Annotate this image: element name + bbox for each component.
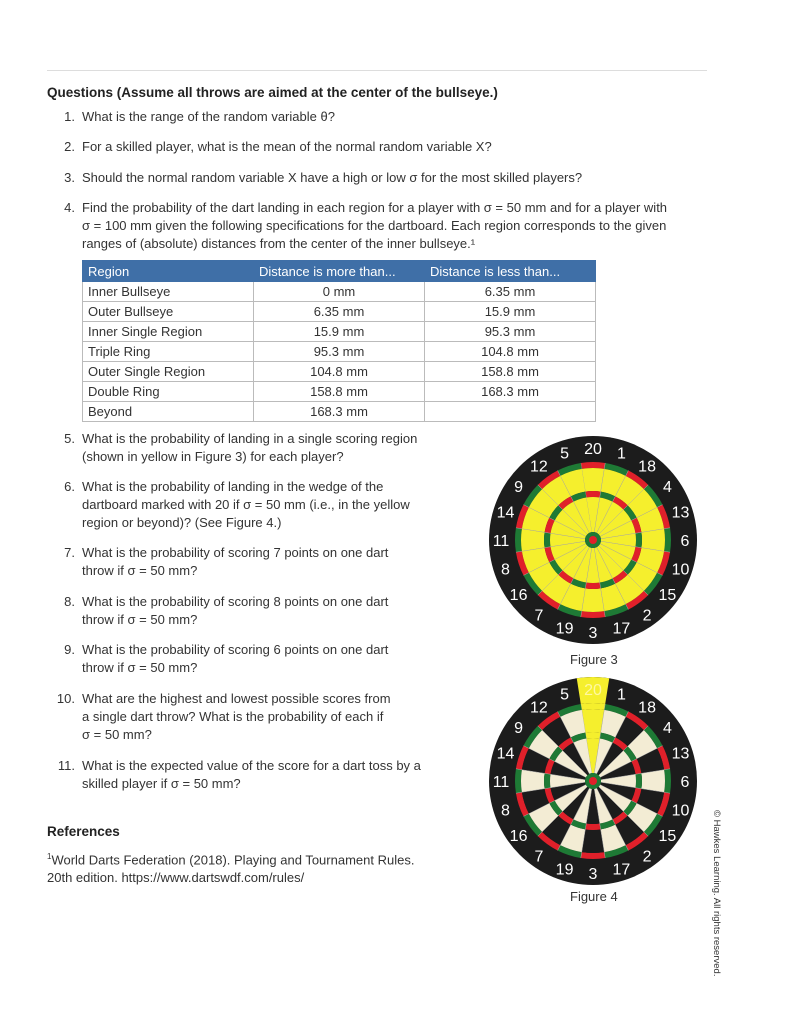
reference-line-2: 20th edition. https://www.dartswdf.com/rules/ bbox=[47, 870, 305, 886]
board-number: 11 bbox=[492, 774, 510, 791]
question-text-line: What is the expected value of the score for a dart toss by a bbox=[82, 758, 421, 773]
table-cell: 95.3 mm bbox=[425, 322, 596, 342]
table-header-row bbox=[83, 261, 596, 282]
question-number: 9. bbox=[64, 642, 75, 657]
table-cell: 168.3 mm bbox=[425, 382, 596, 402]
board-number: 10 bbox=[671, 561, 690, 579]
figure-4-label: Figure 4 bbox=[570, 889, 618, 904]
question-4 bbox=[47, 199, 727, 253]
question-3 bbox=[47, 169, 727, 187]
outer-single-segment bbox=[582, 829, 605, 853]
board-number: 14 bbox=[496, 504, 515, 522]
table-cell: 6.35 mm bbox=[425, 282, 596, 302]
double-ring-segment bbox=[515, 528, 522, 552]
double-ring-segment bbox=[581, 611, 605, 618]
question-text-line: What is the probability of scoring 7 points on one dart bbox=[82, 545, 389, 560]
table-cell: Double Ring bbox=[83, 382, 254, 402]
double-ring-segment bbox=[515, 769, 522, 793]
question-text-line: Find the probability of the dart landing in each region for a player with σ = 50 mm and for a player with bbox=[82, 200, 668, 215]
board-number: 4 bbox=[662, 478, 672, 496]
question-text-line: What is the range of the random variable θ? bbox=[82, 109, 335, 124]
outer-single-segment bbox=[641, 529, 665, 552]
table-cell: Inner Bullseye bbox=[83, 282, 254, 302]
question-number: 2. bbox=[64, 139, 75, 154]
board-number: 2 bbox=[642, 607, 652, 625]
triple-ring-segment bbox=[585, 582, 600, 589]
question-text-line: What is the probability of scoring 6 points on one dart bbox=[82, 642, 389, 657]
question-text-line: σ = 100 mm given the following specifications for the dartboard. Each region corresponds to the given bbox=[82, 218, 667, 233]
triple-ring-segment bbox=[544, 532, 551, 547]
outer-single-segment bbox=[641, 770, 665, 793]
question-text-line: throw if σ = 50 mm? bbox=[82, 563, 198, 578]
question-text-line: (shown in yellow in Figure 3) for each player? bbox=[82, 449, 344, 464]
board-number: 15 bbox=[658, 828, 677, 846]
question-text-line: What is the probability of landing in the wedge of the bbox=[82, 479, 384, 494]
question-number: 6. bbox=[64, 479, 75, 494]
triple-ring-segment bbox=[635, 532, 642, 547]
board-number: 17 bbox=[612, 861, 631, 879]
double-ring-segment bbox=[581, 852, 605, 859]
table-row bbox=[83, 362, 596, 382]
board-number: 16 bbox=[509, 828, 528, 846]
triple-ring-segment bbox=[544, 773, 551, 788]
board-number: 18 bbox=[638, 458, 656, 476]
triple-ring-segment bbox=[635, 773, 642, 788]
table-header-less-than: Distance is less than... bbox=[425, 261, 596, 282]
board-number: 11 bbox=[492, 533, 510, 550]
board-number: 12 bbox=[530, 699, 548, 717]
top-rule bbox=[47, 70, 707, 71]
question-text-line: What are the highest and lowest possible scores from bbox=[82, 691, 391, 706]
table-cell: 158.8 mm bbox=[425, 362, 596, 382]
board-number: 12 bbox=[530, 458, 548, 476]
reference-entry bbox=[47, 848, 447, 887]
table-cell: 104.8 mm bbox=[425, 342, 596, 362]
table-row bbox=[83, 382, 596, 402]
figure-4-dartboard bbox=[488, 676, 698, 886]
questions-heading: Questions (Assume all throws are aimed at the center of the bullseye.) bbox=[47, 85, 498, 100]
board-number: 19 bbox=[555, 861, 574, 879]
board-number: 17 bbox=[612, 620, 631, 638]
double-ring-segment bbox=[664, 769, 671, 793]
figure-3-dartboard bbox=[488, 435, 698, 645]
table-row bbox=[83, 322, 596, 342]
board-number: 4 bbox=[662, 719, 672, 737]
question-number: 3. bbox=[64, 170, 75, 185]
table-cell: 104.8 mm bbox=[254, 362, 425, 382]
board-number: 20 bbox=[584, 441, 602, 458]
board-number: 15 bbox=[658, 587, 677, 605]
table-cell: 168.3 mm bbox=[254, 402, 425, 422]
table-header-more-than: Distance is more than... bbox=[254, 261, 425, 282]
outer-single-segment bbox=[582, 709, 605, 733]
inner-bullseye bbox=[589, 777, 597, 785]
question-number: 4. bbox=[64, 200, 75, 215]
triple-ring-segment bbox=[585, 732, 600, 739]
question-number: 10. bbox=[56, 691, 75, 706]
outer-single-segment bbox=[582, 588, 605, 612]
board-number: 10 bbox=[671, 802, 690, 820]
table-cell: Outer Single Region bbox=[83, 362, 254, 382]
double-ring-segment bbox=[581, 462, 605, 469]
board-number: 9 bbox=[514, 719, 524, 737]
question-number: 8. bbox=[64, 594, 75, 609]
table-cell: 6.35 mm bbox=[254, 302, 425, 322]
table-row bbox=[83, 282, 596, 302]
reference-line-1: World Darts Federation (2018). Playing and Tournament Rules. bbox=[51, 852, 415, 868]
region-spec-table bbox=[82, 260, 596, 422]
board-number: 8 bbox=[501, 561, 510, 579]
figure-3-label: Figure 3 bbox=[570, 652, 618, 667]
table-cell: 0 mm bbox=[254, 282, 425, 302]
board-number: 5 bbox=[560, 445, 570, 463]
board-number: 3 bbox=[588, 625, 598, 642]
board-number: 7 bbox=[534, 607, 544, 625]
question-2 bbox=[47, 138, 727, 156]
question-9 bbox=[47, 641, 727, 677]
table-cell: 95.3 mm bbox=[254, 342, 425, 362]
question-text-line: Should the normal random variable X have a high or low σ for the most skilled players? bbox=[82, 170, 583, 185]
board-number: 6 bbox=[680, 533, 690, 550]
question-text-line: throw if σ = 50 mm? bbox=[82, 612, 198, 627]
question-text-line: For a skilled player, what is the mean of the normal random variable X? bbox=[82, 139, 492, 154]
table-cell: Inner Single Region bbox=[83, 322, 254, 342]
board-number: 1 bbox=[616, 445, 626, 463]
copyright-notice: © Hawkes Learning. All rights reserved. bbox=[711, 810, 722, 977]
board-number: 6 bbox=[680, 774, 690, 791]
double-ring-segment bbox=[664, 528, 671, 552]
question-text-line: dartboard marked with 20 if σ = 50 mm (i.e., in the yellow bbox=[82, 497, 410, 512]
triple-ring-segment bbox=[585, 823, 600, 830]
board-number: 13 bbox=[671, 504, 690, 522]
table-header-region: Region bbox=[83, 261, 254, 282]
inner-bullseye bbox=[589, 536, 597, 544]
question-number: 1. bbox=[64, 109, 75, 124]
double-ring-segment bbox=[581, 703, 605, 710]
question-text-line: skilled player if σ = 50 mm? bbox=[82, 776, 241, 791]
outer-single-segment bbox=[521, 770, 545, 793]
outer-single-segment bbox=[521, 529, 545, 552]
board-number: 9 bbox=[514, 478, 524, 496]
question-text-line: What is the probability of landing in a single scoring region bbox=[82, 431, 418, 446]
board-number: 14 bbox=[496, 745, 515, 763]
board-number: 20 bbox=[584, 682, 602, 699]
question-number: 5. bbox=[64, 431, 75, 446]
table-row bbox=[83, 302, 596, 322]
reference-mark: 1 bbox=[47, 852, 52, 861]
question-text-line: a single dart throw? What is the probability of each if bbox=[82, 709, 384, 724]
table-cell: Beyond bbox=[83, 402, 254, 422]
question-text-line: ranges of (absolute) distances from the center of the inner bullseye.¹ bbox=[82, 236, 476, 251]
triple-ring-segment bbox=[585, 491, 600, 498]
outer-single-segment bbox=[582, 468, 605, 492]
question-text-line: throw if σ = 50 mm? bbox=[82, 660, 198, 675]
board-number: 18 bbox=[638, 699, 656, 717]
question-text-line: σ = 50 mm? bbox=[82, 727, 152, 742]
board-number: 13 bbox=[671, 745, 690, 763]
table-row bbox=[83, 402, 596, 422]
board-number: 2 bbox=[642, 848, 652, 866]
question-number: 11. bbox=[57, 758, 75, 773]
table-cell: 158.8 mm bbox=[254, 382, 425, 402]
question-text-line: What is the probability of scoring 8 points on one dart bbox=[82, 594, 389, 609]
board-number: 19 bbox=[555, 620, 574, 638]
board-number: 16 bbox=[509, 587, 528, 605]
board-number: 5 bbox=[560, 686, 570, 704]
table-cell bbox=[425, 402, 596, 422]
board-number: 7 bbox=[534, 848, 544, 866]
question-text-line: region or beyond)? (See Figure 4.) bbox=[82, 515, 282, 530]
question-1 bbox=[47, 108, 727, 126]
table-cell: Triple Ring bbox=[83, 342, 254, 362]
table-cell: Outer Bullseye bbox=[83, 302, 254, 322]
table-cell: 15.9 mm bbox=[425, 302, 596, 322]
board-number: 3 bbox=[588, 866, 598, 883]
table-row bbox=[83, 342, 596, 362]
board-number: 1 bbox=[616, 686, 626, 704]
question-number: 7. bbox=[64, 545, 75, 560]
table-cell: 15.9 mm bbox=[254, 322, 425, 342]
references-heading: References bbox=[47, 824, 120, 839]
board-number: 8 bbox=[501, 802, 510, 820]
